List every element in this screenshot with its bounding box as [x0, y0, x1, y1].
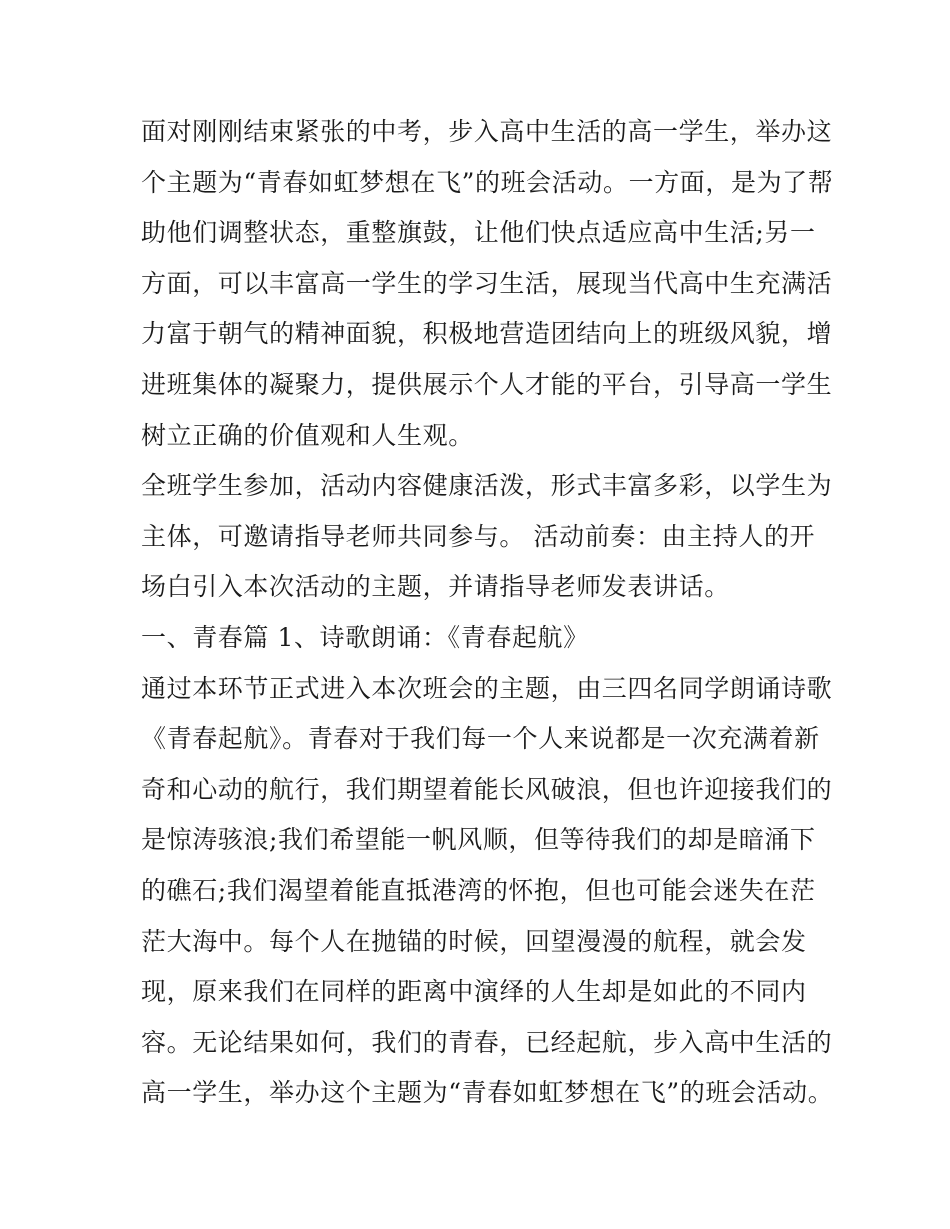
- text-line: 容。无论结果如何，我们的青春，已经起航，步入高中生活的: [141, 1027, 833, 1057]
- text-line: 奇和心动的航行，我们期望着能长风破浪，但也许迎接我们的: [141, 774, 833, 804]
- text-line: 个主题为“青春如虹梦想在飞”的班会活动。一方面，是为了帮: [141, 167, 834, 197]
- text-line: 场白引入本次活动的主题，并请指导老师发表讲话。: [141, 572, 730, 602]
- text-line: 通过本环节正式进入本次班会的主题，由三四名同学朗诵诗歌: [141, 673, 833, 703]
- text-line: 主体，可邀请指导老师共同参与。 活动前奏：由主持人的开: [141, 521, 816, 551]
- text-line: 茫大海中。每个人在抛锚的时候，回望漫漫的航程，就会发: [141, 926, 807, 956]
- document-body: [141, 107, 834, 1119]
- text-line: 方面，可以丰富高一学生的学习生活，展现当代高中生充满活: [141, 268, 833, 298]
- text-line: 高一学生，举办这个主题为“青春如虹梦想在飞”的班会活动。: [141, 1078, 834, 1108]
- section-heading: 一、青春篇 1、诗歌朗诵：《青春起航》: [141, 622, 589, 652]
- text-line: 现，原来我们在同样的距离中演绎的人生却是如此的不同内: [141, 977, 807, 1007]
- text-line: 是惊涛骇浪;我们希望能一帆风顺，但等待我们的却是暗涌下: [141, 825, 816, 855]
- text-line: 《青春起航》。青春对于我们每一个人来说都是一次充满着新: [141, 724, 820, 754]
- text-line: 全班学生参加，活动内容健康活泼，形式丰富多彩，以学生为: [141, 471, 833, 501]
- text-line: 的礁石;我们渴望着能直抵港湾的怀抱，但也可能会迷失在茫: [141, 875, 816, 905]
- text-line: 力富于朝气的精神面貌，积极地营造团结向上的班级风貌，增: [141, 319, 833, 349]
- text-line: 树立正确的价值观和人生观。: [141, 420, 474, 450]
- text-line: 助他们调整状态，重整旗鼓，让他们快点适应高中生活;另一: [141, 218, 816, 248]
- text-line: 面对刚刚结束紧张的中考，步入高中生活的高一学生，举办这: [141, 117, 833, 146]
- text-line: 进班集体的凝聚力，提供展示个人才能的平台，引导高一学生: [141, 369, 833, 399]
